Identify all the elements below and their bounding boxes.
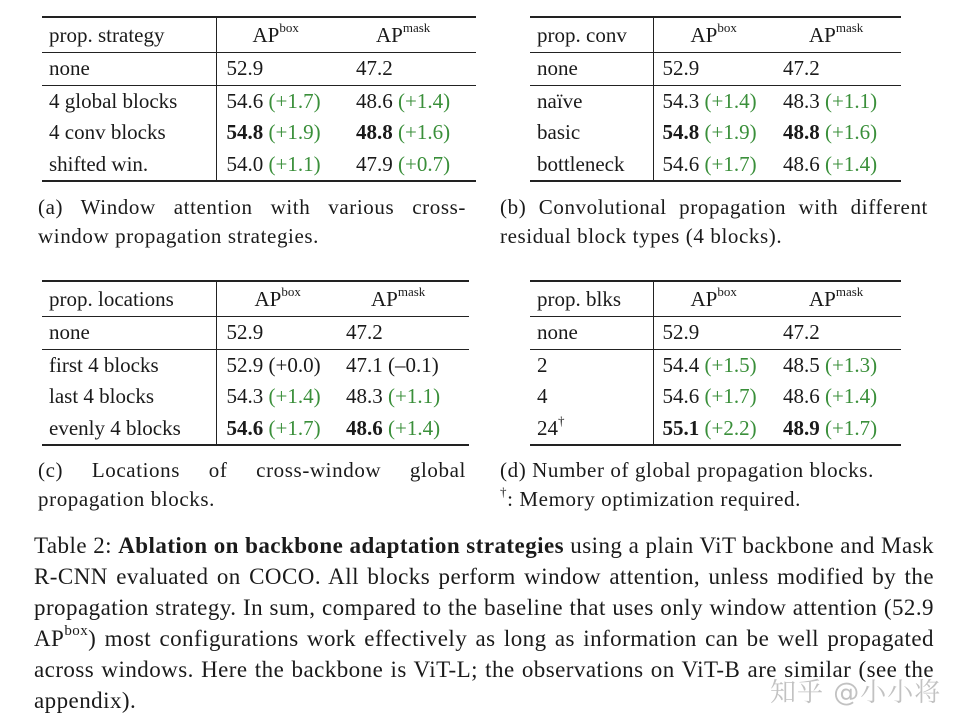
cell-ap-mask: 47.2 <box>783 320 820 345</box>
watermark: 知乎 @小小将 <box>770 678 942 708</box>
table-header-row <box>530 17 901 53</box>
table-d-panel <box>530 280 901 446</box>
header-ap-box: $AP^{box}$ <box>690 19 737 47</box>
table-row <box>42 381 469 413</box>
row-label: basic <box>530 117 653 149</box>
table-d <box>530 280 901 446</box>
cell-ap-box: 54.0 (+1.1) <box>226 151 321 176</box>
table-row <box>42 413 469 446</box>
table-c-panel <box>42 280 469 446</box>
cell-ap-box: 54.8 (+1.9) <box>662 120 757 145</box>
cell-ap-mask: 47.2 <box>356 56 393 81</box>
cell-ap-mask: 47.9 (+0.7) <box>356 151 451 176</box>
caption-d-footnote: †: Memory optimization required. <box>500 484 801 511</box>
row-label: last 4 blocks <box>42 381 216 413</box>
cell-ap-mask: 48.9 (+1.7) <box>783 415 878 440</box>
cell-ap-box: 54.4 (+1.5) <box>662 352 757 377</box>
cell-ap-box: 54.6 (+1.7) <box>662 151 757 176</box>
header-col1: prop. conv <box>530 17 653 53</box>
table-row <box>530 381 901 413</box>
header-col1: prop. locations <box>42 281 216 317</box>
row-label: none <box>530 317 653 350</box>
row-label: first 4 blocks <box>42 349 216 381</box>
cell-ap-box: 52.9 <box>662 320 700 345</box>
table-row <box>530 149 901 182</box>
row-label: 4 <box>530 381 653 413</box>
row-label: 24† <box>530 413 653 446</box>
caption-d-text: (d) Number of global propagation blocks. <box>500 458 874 482</box>
row-label: 4 conv blocks <box>42 117 216 149</box>
table-row <box>42 53 476 86</box>
table-b <box>530 16 901 182</box>
caption-sup-box: box <box>64 623 89 639</box>
cell-ap-mask: 48.6 (+1.4) <box>356 88 451 113</box>
row-label: 4 global blocks <box>42 85 216 117</box>
table-header-row <box>42 281 469 317</box>
table-row <box>42 349 469 381</box>
cell-ap-box: 52.9 <box>226 320 264 345</box>
row-label: none <box>42 53 216 86</box>
cell-ap-box: 54.3 (+1.4) <box>226 384 321 409</box>
table-row <box>530 85 901 117</box>
header-col1: prop. blks <box>530 281 653 317</box>
row-label: 2 <box>530 349 653 381</box>
caption-b: (b) Convolutional propagation with different residual block types (4 blocks). <box>500 195 928 248</box>
header-ap-box: $AP^{box}$ <box>254 283 301 311</box>
table-header-row <box>42 17 476 53</box>
cell-ap-box: 55.1 (+2.2) <box>662 415 757 440</box>
cell-ap-mask: 48.6 (+1.4) <box>346 415 441 440</box>
header-ap-mask: $AP^{mask}$ <box>371 283 426 311</box>
row-label: none <box>42 317 216 350</box>
cell-ap-mask: 47.1 (–0.1) <box>346 352 439 377</box>
cell-ap-mask: 48.3 (+1.1) <box>346 384 441 409</box>
table-c <box>42 280 469 446</box>
cell-ap-box: 54.6 (+1.7) <box>226 88 321 113</box>
caption-prefix: Table 2: <box>34 533 119 558</box>
table-row <box>530 53 901 86</box>
caption-c: (c) Locations of cross-window global propagation blocks. <box>38 458 466 511</box>
header-ap-mask: $AP^{mask}$ <box>376 19 431 47</box>
table-row <box>42 85 476 117</box>
cell-ap-box: 52.9 <box>226 56 264 81</box>
cell-ap-mask: 48.8 (+1.6) <box>356 120 451 145</box>
caption-a: (a) Window attention with various cross-window propagation strategies. <box>38 195 466 248</box>
row-label: bottleneck <box>530 149 653 182</box>
table-row <box>530 317 901 350</box>
table-a-panel <box>42 16 476 182</box>
cell-ap-mask: 48.6 (+1.4) <box>783 384 878 409</box>
caption-body-1: using a plain ViT backbone and Mask R-CNN evaluated on COCO. All blocks perform window attention, unless modified by the propagation strategy. In sum, compared to the baseline that uses only window attention (52.9 AP <box>34 533 934 651</box>
row-label: evenly 4 blocks <box>42 413 216 446</box>
caption-body-2: ) most configurations work effectively as long as information can be well propagated across windows. Here the backbone is ViT-L; the observations on ViT-B are similar (see the appendix). <box>34 626 934 713</box>
table-row <box>42 149 476 182</box>
cell-ap-mask: 47.2 <box>346 320 383 345</box>
dagger-mark: † <box>558 412 565 428</box>
cell-ap-box: 54.3 (+1.4) <box>662 88 757 113</box>
cell-ap-box: 54.6 (+1.7) <box>662 384 757 409</box>
table-b-panel <box>530 16 901 182</box>
caption-d <box>500 456 940 514</box>
cell-ap-mask: 48.3 (+1.1) <box>783 88 878 113</box>
row-label: none <box>530 53 653 86</box>
cell-ap-mask: 48.6 (+1.4) <box>783 151 878 176</box>
table-row <box>530 349 901 381</box>
cell-ap-box: 52.9 <box>662 56 700 81</box>
cell-ap-mask: 48.8 (+1.6) <box>783 120 878 145</box>
row-label: naïve <box>530 85 653 117</box>
cell-ap-mask: 47.2 <box>783 56 820 81</box>
table-a <box>42 16 476 182</box>
table-row <box>42 317 469 350</box>
caption-bold-title: Ablation on backbone adaptation strategies <box>118 533 565 558</box>
cell-ap-box: 54.6 (+1.7) <box>226 415 321 440</box>
cell-ap-box: 54.8 (+1.9) <box>226 120 321 145</box>
table-row <box>530 117 901 149</box>
table-row <box>42 117 476 149</box>
header-col1: prop. strategy <box>42 17 216 53</box>
header-ap-box: $AP^{box}$ <box>690 283 737 311</box>
cell-ap-mask: 48.5 (+1.3) <box>783 352 878 377</box>
table-header-row <box>530 281 901 317</box>
cell-ap-box: 52.9 (+0.0) <box>226 352 321 377</box>
header-ap-mask: $AP^{mask}$ <box>809 283 864 311</box>
row-label: shifted win. <box>42 149 216 182</box>
table-row <box>530 413 901 446</box>
header-ap-mask: $AP^{mask}$ <box>809 19 864 47</box>
header-ap-box: $AP^{box}$ <box>252 19 299 47</box>
